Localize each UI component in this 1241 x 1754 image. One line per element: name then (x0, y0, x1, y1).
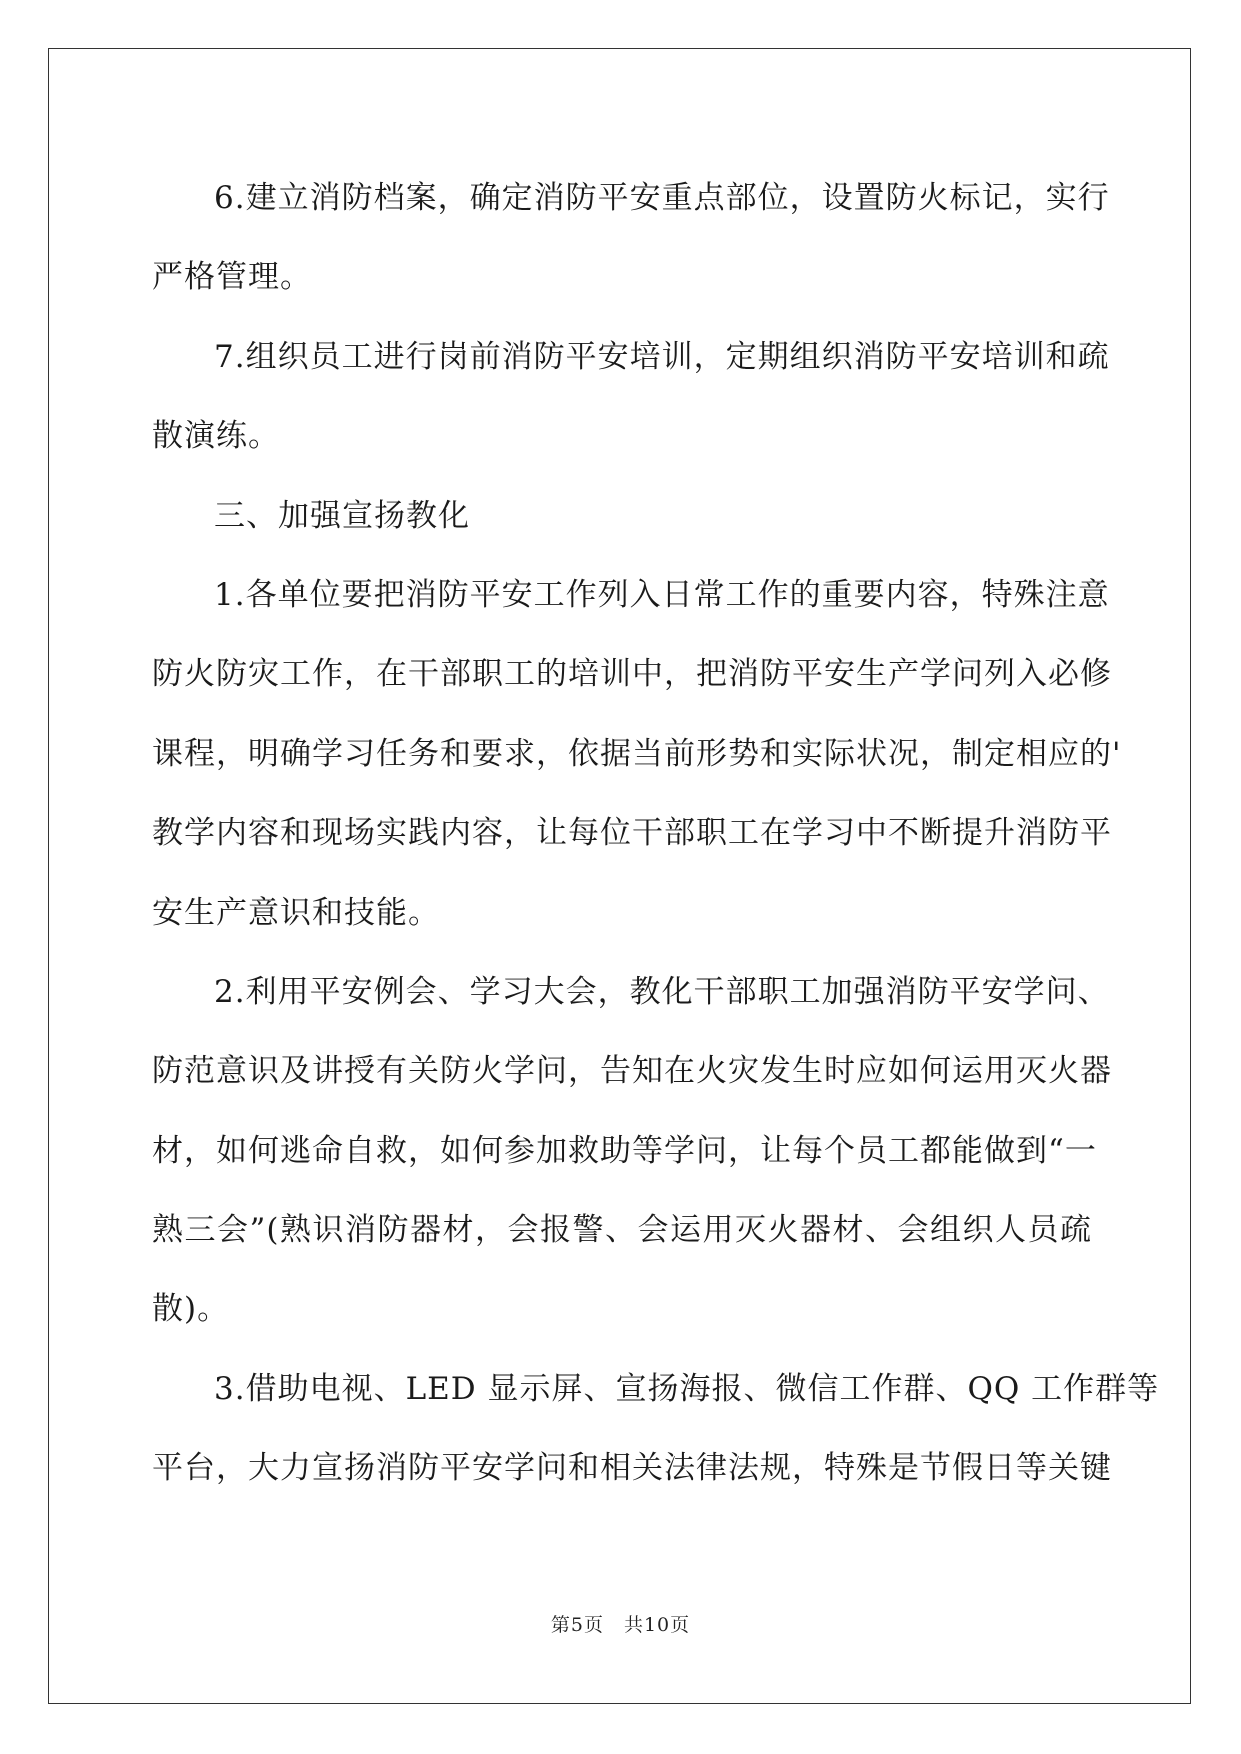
text-line: 1.各单位要把消防平安工作列入日常工作的重要内容，特殊注意 (214, 576, 1110, 613)
text-line: 平台，大力宣扬消防平安学问和相关法律法规，特殊是节假日等关键 (152, 1450, 1112, 1487)
text-line: 防范意识及讲授有关防火学问，告知在火灾发生时应如何运用灭火器 (152, 1053, 1112, 1090)
text-line: 教学内容和现场实践内容，让每位干部职工在学习中不断提升消防平 (152, 815, 1112, 852)
text-line: 6.建立消防档案，确定消防平安重点部位，设置防火标记，实行 (214, 180, 1110, 216)
text-line: 3.借助电视、LED 显示屏、宣扬海报、微信工作群、QQ 工作群等 (214, 1370, 1160, 1407)
page-number: 第5页 (550, 1614, 604, 1636)
page-total: 共10页 (623, 1614, 691, 1636)
text-line: 2.利用平安例会、学习大会，教化干部职工加强消防平安学问、 (214, 973, 1110, 1010)
text-line: 熟三会”(熟识消防器材，会报警、会运用灭火器材、会组织人员疏 (152, 1212, 1092, 1249)
text-line: 安生产意识和技能。 (152, 894, 440, 931)
text-line: 材，如何逃命自救，如何参加救助等学问，让每个员工都能做到“一 (152, 1132, 1097, 1169)
text-line: 课程，明确学习任务和要求，依据当前形势和实际状况，制定相应的' (152, 735, 1122, 772)
text-line: 散)。 (152, 1291, 230, 1328)
text-line: 严格管理。 (152, 259, 312, 296)
text-line: 防火防灾工作，在干部职工的培训中，把消防平安生产学问列入必修 (152, 656, 1112, 693)
text-line: 三、加强宣扬教化 (214, 497, 470, 534)
page-footer (0, 1610, 1241, 1637)
text-line: 散演练。 (152, 418, 280, 455)
text-line: 7.组织员工进行岗前消防平安培训，定期组织消防平安培训和疏 (214, 338, 1110, 375)
document-body (152, 159, 1160, 1509)
